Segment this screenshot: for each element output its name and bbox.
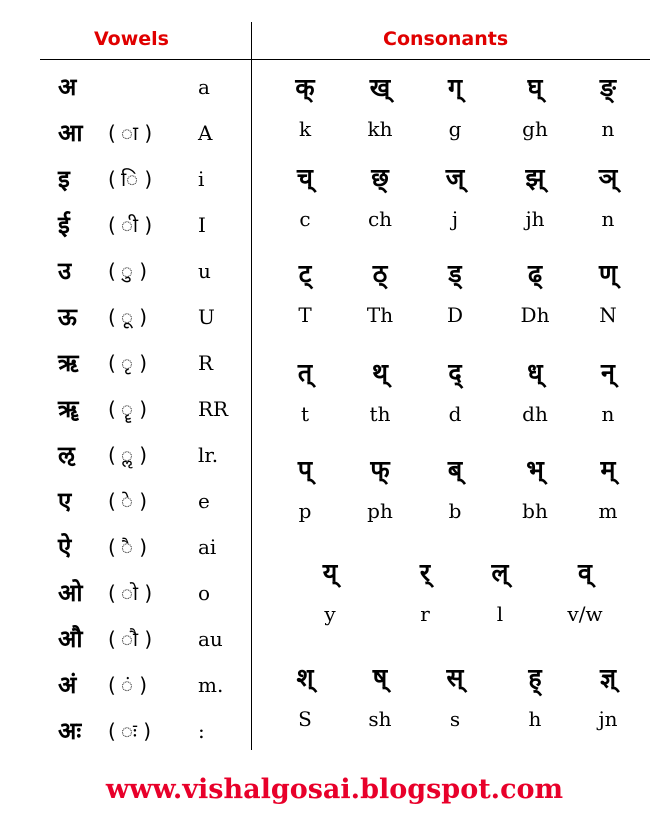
consonant-cell — [495, 355, 575, 429]
vowel-roman: e — [198, 489, 210, 513]
vowel-roman: R — [198, 351, 214, 375]
vowel-roman: au — [198, 627, 223, 651]
vowel-letter: अं — [58, 671, 77, 699]
consonant-roman: T — [298, 303, 312, 327]
consonant-roman: n — [601, 402, 615, 426]
consonant-cell — [415, 452, 495, 526]
consonant-cell — [545, 555, 625, 629]
vowel-row — [0, 346, 251, 390]
vowel-row — [0, 208, 251, 252]
consonant-letter: ब् — [447, 455, 463, 484]
consonant-cell — [495, 160, 575, 234]
consonant-cell — [340, 660, 420, 734]
vowel-roman: lr. — [198, 443, 219, 467]
vowel-letter: अ — [58, 73, 77, 101]
vowel-sign: ( ै ) — [108, 535, 148, 559]
header-divider — [40, 59, 650, 60]
consonant-letter: ख् — [369, 73, 391, 102]
consonant-roman: g — [448, 117, 462, 141]
consonant-letter: थ् — [372, 358, 388, 387]
consonant-letter: ण् — [598, 259, 618, 288]
vowel-row — [0, 530, 251, 574]
consonant-letter: झ् — [525, 163, 545, 192]
vowel-letter: इ — [58, 165, 70, 193]
consonant-cell — [415, 70, 495, 144]
consonant-cell — [568, 256, 648, 330]
vowel-row — [0, 70, 251, 114]
consonant-cell — [265, 452, 345, 526]
consonant-cell — [415, 660, 495, 734]
consonant-letter: र् — [419, 558, 431, 587]
vowel-roman: u — [198, 259, 211, 283]
consonant-letter: व् — [578, 558, 592, 587]
consonant-cell — [340, 355, 420, 429]
vowel-roman: U — [198, 305, 215, 329]
vowel-letter: ओ — [58, 579, 83, 607]
consonant-letter: फ् — [370, 455, 390, 484]
consonant-roman: S — [298, 707, 312, 731]
consonant-letter: घ् — [527, 73, 543, 102]
vowel-roman: i — [198, 167, 205, 191]
consonant-cell — [568, 452, 648, 526]
vowel-letter: ए — [58, 487, 72, 515]
consonant-letter: ञ् — [598, 163, 618, 192]
consonant-letter: क् — [295, 73, 315, 102]
consonant-cell — [265, 70, 345, 144]
consonant-letter: ध् — [527, 358, 543, 387]
consonant-cell — [265, 355, 345, 429]
vowel-sign: ( ं ) — [108, 673, 148, 697]
consonant-letter: य् — [322, 558, 338, 587]
vowel-letter: ऌ — [58, 441, 75, 469]
consonant-cell — [568, 160, 648, 234]
consonant-roman: th — [369, 402, 391, 426]
vowel-letter: अः — [58, 717, 82, 745]
consonant-roman: c — [299, 207, 311, 231]
consonant-roman: m — [598, 499, 618, 523]
vowel-sign: ( ि ) — [108, 167, 153, 191]
consonant-roman: Th — [366, 303, 394, 327]
consonant-letter: प् — [297, 455, 313, 484]
consonant-cell — [568, 660, 648, 734]
consonants-header: Consonants — [383, 28, 509, 50]
column-divider — [251, 22, 252, 750]
consonant-letter: च् — [297, 163, 313, 192]
consonant-cell — [495, 70, 575, 144]
consonant-cell — [290, 555, 370, 629]
vowel-letter: आ — [58, 119, 83, 147]
consonant-cell — [415, 256, 495, 330]
consonant-roman: N — [599, 303, 617, 327]
vowel-row — [0, 116, 251, 160]
consonant-roman: v/w — [567, 602, 603, 626]
vowel-sign: ( ॢ ) — [108, 443, 148, 467]
consonant-letter: ड् — [448, 259, 462, 288]
vowel-row — [0, 300, 251, 344]
vowels-header: Vowels — [94, 28, 169, 50]
consonant-cell — [415, 355, 495, 429]
vowel-letter: ऋ — [58, 349, 79, 377]
consonant-letter: ज् — [445, 163, 465, 192]
consonant-letter: स् — [446, 663, 464, 692]
consonant-cell — [568, 355, 648, 429]
consonant-letter: ङ् — [600, 73, 616, 102]
consonant-roman: kh — [367, 117, 393, 141]
consonant-cell — [340, 256, 420, 330]
vowel-sign: ( ा ) — [108, 121, 153, 145]
consonant-cell — [340, 70, 420, 144]
vowel-roman: a — [198, 75, 210, 99]
consonant-cell — [265, 660, 345, 734]
consonant-letter: ह् — [528, 663, 542, 692]
vowel-sign: ( ृ ) — [108, 351, 148, 375]
consonant-roman: t — [300, 402, 310, 426]
consonant-cell — [495, 256, 575, 330]
vowel-row — [0, 714, 251, 758]
consonant-roman: d — [448, 402, 462, 426]
consonant-cell — [340, 160, 420, 234]
vowel-row — [0, 254, 251, 298]
consonant-roman: n — [601, 207, 615, 231]
vowel-sign: ( े ) — [108, 489, 148, 513]
consonant-roman: b — [448, 499, 462, 523]
vowel-letter: ऐ — [58, 533, 72, 561]
consonant-roman: dh — [522, 402, 548, 426]
vowel-letter: ई — [58, 211, 70, 239]
vowel-letter: ॠ — [58, 395, 79, 423]
vowel-row — [0, 668, 251, 712]
vowel-sign: ( ी ) — [108, 213, 153, 237]
consonant-cell — [265, 160, 345, 234]
consonant-roman: s — [449, 707, 461, 731]
consonant-roman: h — [528, 707, 542, 731]
vowel-roman: ai — [198, 535, 217, 559]
vowel-letter: उ — [58, 257, 72, 285]
consonant-cell — [415, 160, 495, 234]
consonant-cell — [385, 555, 465, 629]
vowel-row — [0, 162, 251, 206]
vowel-row — [0, 484, 251, 528]
vowel-sign: ( ू ) — [108, 305, 148, 329]
vowel-row — [0, 576, 251, 620]
consonant-letter: ढ् — [527, 259, 543, 288]
consonant-letter: ग् — [447, 73, 463, 102]
vowel-sign: ( ॄ ) — [108, 397, 148, 421]
vowel-letter: औ — [58, 625, 83, 653]
consonant-roman: j — [451, 207, 459, 231]
consonant-roman: jh — [525, 207, 545, 231]
consonant-letter: ट् — [298, 259, 312, 288]
vowel-roman: : — [198, 719, 205, 743]
consonant-letter: ज्ञ् — [599, 663, 617, 692]
vowel-letter: ऊ — [58, 303, 77, 331]
consonant-roman: ch — [367, 207, 393, 231]
consonant-roman: r — [420, 602, 430, 626]
consonant-cell — [340, 452, 420, 526]
consonant-roman: bh — [522, 499, 548, 523]
consonant-letter: छ् — [371, 163, 389, 192]
consonant-letter: म् — [600, 455, 616, 484]
consonant-cell — [265, 256, 345, 330]
vowel-sign: ( ो ) — [108, 581, 153, 605]
consonant-roman: gh — [522, 117, 548, 141]
consonant-cell — [568, 70, 648, 144]
consonant-letter: ष् — [372, 663, 388, 692]
consonant-letter: ल् — [491, 558, 509, 587]
vowel-roman: I — [198, 213, 206, 237]
vowel-roman: RR — [198, 397, 229, 421]
consonant-roman: ph — [367, 499, 393, 523]
consonant-cell — [460, 555, 540, 629]
consonant-letter: भ् — [526, 455, 544, 484]
consonant-letter: त् — [297, 358, 313, 387]
consonant-roman: k — [298, 117, 312, 141]
vowel-sign: ( ौ ) — [108, 627, 153, 651]
consonant-letter: ठ् — [372, 259, 388, 288]
consonant-roman: p — [298, 499, 312, 523]
consonant-roman: jn — [598, 707, 618, 731]
consonant-letter: न् — [601, 358, 615, 387]
consonant-letter: द् — [448, 358, 462, 387]
blog-url: www.vishalgosai.blogspot.com — [105, 774, 564, 805]
consonant-roman: y — [324, 602, 336, 626]
vowel-roman: A — [198, 121, 213, 145]
vowel-sign: ( ु ) — [108, 259, 148, 283]
consonant-roman: D — [446, 303, 464, 327]
vowel-sign: ( ः ) — [108, 719, 152, 743]
vowel-row — [0, 392, 251, 436]
vowel-roman: m. — [198, 673, 224, 697]
consonant-roman: Dh — [520, 303, 550, 327]
consonant-roman: l — [496, 602, 504, 626]
vowel-row — [0, 438, 251, 482]
consonant-roman: n — [601, 117, 615, 141]
consonant-cell — [495, 660, 575, 734]
vowel-row — [0, 622, 251, 666]
consonant-letter: श् — [296, 663, 314, 692]
consonant-cell — [495, 452, 575, 526]
consonant-roman: sh — [368, 707, 392, 731]
vowel-roman: o — [198, 581, 211, 605]
